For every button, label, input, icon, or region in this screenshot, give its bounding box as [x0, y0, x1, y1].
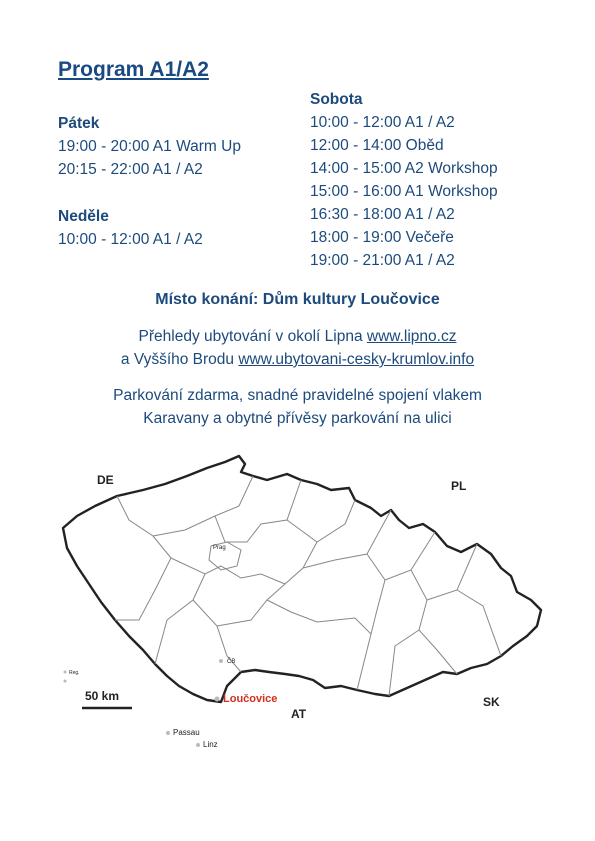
- region-line: [171, 542, 317, 584]
- krumlov-link[interactable]: www.ubytovani-cesky-krumlov.info: [238, 351, 475, 368]
- lipno-link[interactable]: www.lipno.cz: [366, 328, 457, 345]
- region-line: [427, 544, 477, 600]
- region-line: [155, 574, 205, 664]
- country-border: [63, 456, 541, 702]
- accommodation-info: [0, 325, 595, 371]
- region-line: [411, 570, 457, 674]
- scale-label: 50 km: [85, 689, 120, 703]
- sunday-item: 10:00 - 12:00 A1 / A2: [58, 231, 203, 248]
- region-line: [457, 590, 501, 656]
- city-dot: [64, 680, 67, 683]
- country-label-at: AT: [291, 707, 307, 721]
- city-label-reg: Reg.: [69, 670, 80, 676]
- saturday-item: 19:00 - 21:00 A1 / A2: [310, 252, 455, 269]
- venue-heading: Místo konání: Dům kultury Loučovice: [155, 291, 440, 308]
- country-label-pl: PL: [451, 479, 467, 493]
- saturday-item: 18:00 - 19:00 Večeře: [310, 229, 454, 246]
- country-label-sk: SK: [483, 695, 500, 709]
- friday-item: 20:15 - 22:00 A1 / A2: [58, 161, 203, 178]
- city-label-linz: Linz: [203, 740, 218, 749]
- city-label-cb: ČB: [227, 659, 236, 665]
- saturday-item: 15:00 - 16:00 A1 Workshop: [310, 183, 498, 200]
- city-dot-passau: [166, 731, 170, 735]
- parking-line: Karavany a obytné přívěsy parkování na ulici: [143, 410, 452, 427]
- region-line: [389, 630, 419, 696]
- city-dot-cb: [219, 659, 223, 663]
- friday-item: 19:00 - 20:00 A1 Warm Up: [58, 138, 241, 155]
- accommodation-text: Přehledy ubytování v okolí Lipna: [138, 328, 367, 345]
- region-line: [267, 600, 371, 690]
- country-label-de: DE: [97, 473, 114, 487]
- region-line: [367, 554, 385, 634]
- region-line: [153, 476, 253, 536]
- schedule-right-column: [310, 88, 498, 272]
- saturday-item: 12:00 - 14:00 Oběd: [310, 137, 444, 154]
- friday-heading: Pátek: [58, 115, 100, 132]
- saturday-item: 14:00 - 15:00 A2 Workshop: [310, 160, 498, 177]
- accommodation-text: a Vyššího Brodu: [120, 351, 239, 368]
- city-dot-loucovice: [215, 697, 220, 702]
- city-label-prag: Prag: [213, 545, 226, 551]
- region-line: [115, 496, 171, 620]
- parking-info: [0, 384, 595, 430]
- saturday-heading: Sobota: [310, 91, 363, 108]
- city-dot-linz: [196, 743, 200, 747]
- city-label-passau: Passau: [173, 728, 200, 737]
- schedule-left-column: [58, 112, 241, 251]
- region-line: [217, 584, 285, 626]
- city-dot-reg: [64, 671, 67, 674]
- parking-line: Parkování zdarma, snadné pravidelné spojení vlakem: [113, 387, 482, 404]
- city-label-loucovice: Loučovice: [223, 693, 278, 705]
- sunday-heading: Neděle: [58, 208, 109, 225]
- saturday-item: 10:00 - 12:00 A1 / A2: [310, 114, 455, 131]
- czech-map: [55, 450, 555, 760]
- page-title: Program A1/A2: [58, 58, 209, 81]
- saturday-item: 16:30 - 18:00 A1 / A2: [310, 206, 455, 223]
- region-line: [385, 532, 435, 580]
- region-line: [287, 500, 355, 542]
